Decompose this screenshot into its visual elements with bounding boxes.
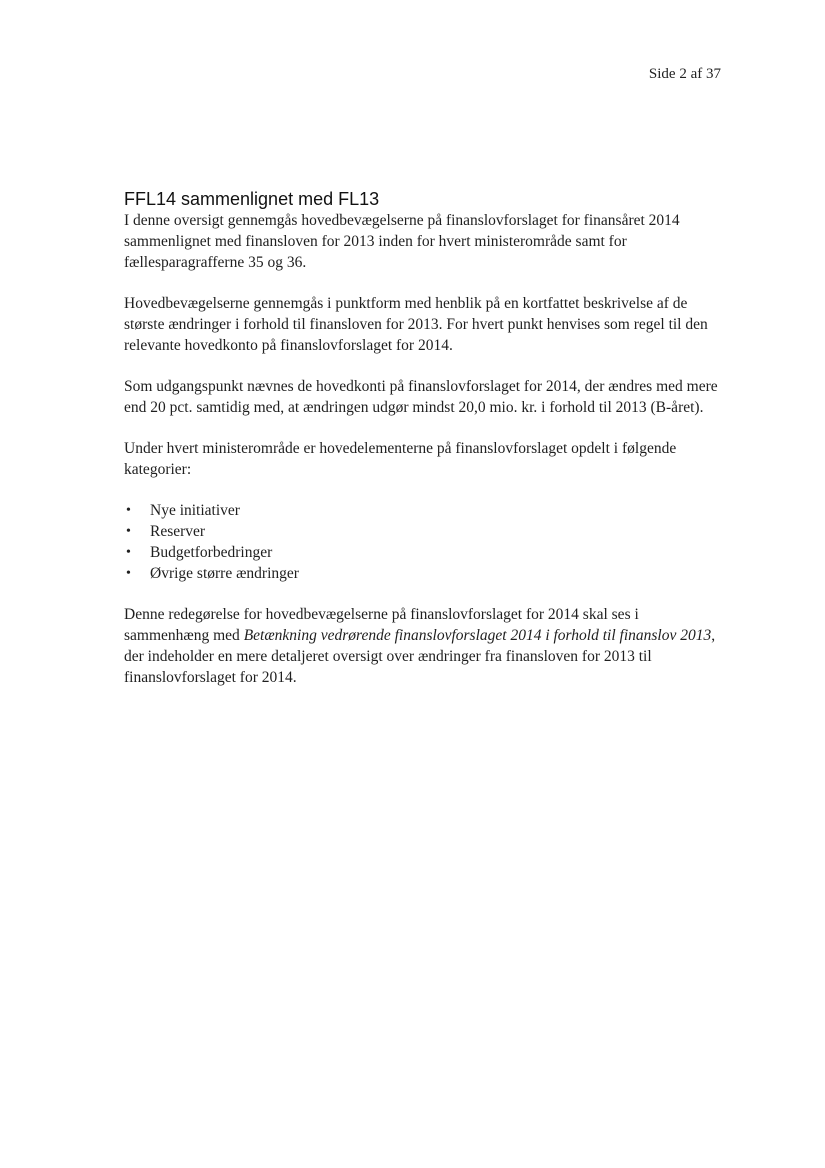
list-item xyxy=(124,521,718,542)
category-label: Øvrige større ændringer xyxy=(150,565,299,582)
category-label: Budgetforbedringer xyxy=(150,544,273,561)
report-reference: Betænkning vedrørende finanslovforslaget 2014 i forhold til finanslov 2013 xyxy=(243,627,712,644)
list-item xyxy=(124,542,718,563)
paragraph-method: Hovedbevægelserne gennemgås i punktform med henblik på en kortfattet beskrivelse af de største ændringer i forhold til finansloven for 2013. For hvert punkt henvises som regel til den relevante hovedkonto på finanslovforslaget for 2014. xyxy=(124,295,708,354)
closing-text-end: , der indeholder en mere detaljeret oversigt over ændringer fra finansloven for 2013 til finanslovforslaget for 2014. xyxy=(124,627,716,686)
list-item xyxy=(124,563,718,584)
section-heading: FFL14 sammenlignet med FL13 xyxy=(124,189,380,209)
closing-text-start: Denne redegørelse for hovedbevægelserne på finanslovforslaget for 2014 skal ses i sammenhæng med xyxy=(124,606,639,644)
paragraph-categories-intro: Under hvert ministerområde er hovedelementerne på finanslovforslaget opdelt i følgende kategorier: xyxy=(124,440,677,478)
bullet-icon: • xyxy=(126,545,131,560)
bullet-icon: • xyxy=(126,524,131,539)
category-list xyxy=(124,500,718,584)
paragraph-intro: I denne oversigt gennemgås hovedbevægelserne på finanslovforslaget for finansåret 2014 sammenlignet med finansloven for 2013 inden for hvert ministerområde samt for fællesparagrafferne 35 og 36. xyxy=(124,212,680,271)
bullet-icon: • xyxy=(126,503,131,518)
list-item xyxy=(124,500,718,521)
paragraph-criteria: Som udgangspunkt nævnes de hovedkonti på finanslovforslaget for 2014, der ændres med mere end 20 pct. samtidig med, at ændringen udgør mindst 20,0 mio. kr. i forhold til 2013 (B-året). xyxy=(124,378,718,416)
category-label: Reserver xyxy=(150,523,206,540)
category-label: Nye initiativer xyxy=(150,502,240,519)
document-body xyxy=(124,188,718,708)
bullet-icon: • xyxy=(126,566,131,581)
page-number: Side 2 af 37 xyxy=(648,66,721,82)
paragraph-closing xyxy=(124,604,718,688)
